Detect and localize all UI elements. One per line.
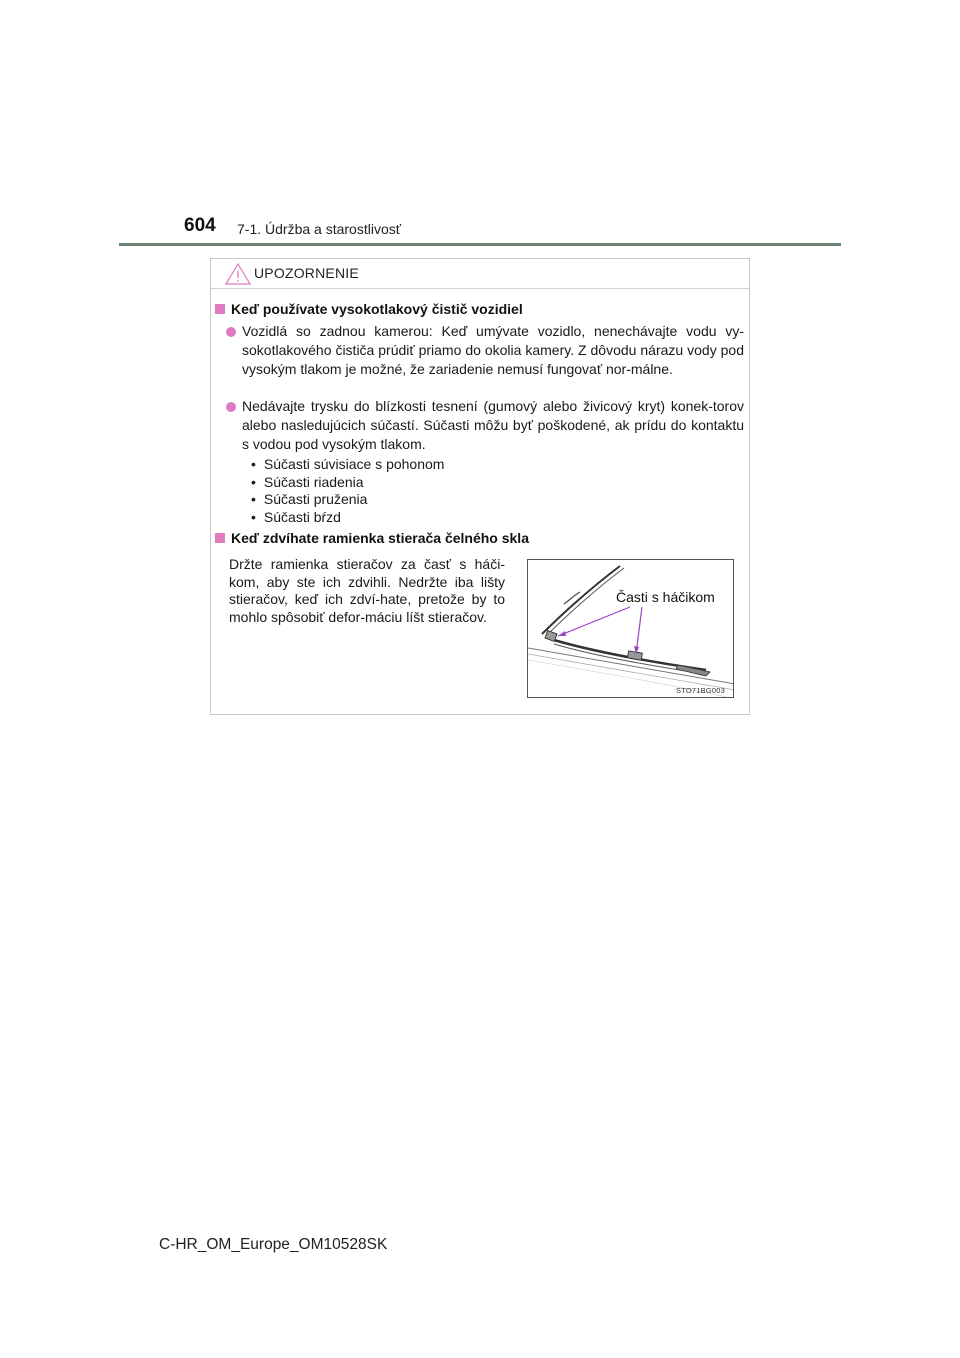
list-item: • Súčasti riadenia — [251, 474, 444, 492]
list-item: • Súčasti súvisiace s pohonom — [251, 456, 444, 474]
section-title: 7-1. Údržba a starostlivosť — [237, 221, 401, 237]
list-item: • Súčasti bŕzd — [251, 509, 444, 527]
circle-bullet-icon — [226, 327, 236, 337]
section-heading-pressure-washer: Keď používate vysokotlakový čistič vozidiel — [215, 301, 523, 317]
warning-title: UPOZORNENIE — [254, 265, 359, 281]
section-heading-wiper-arms: Keď zdvíhate ramienka stierača čelného skla — [215, 530, 529, 546]
warning-box — [210, 258, 750, 715]
footer-document-id: C-HR_OM_Europe_OM10528SK — [159, 1236, 388, 1253]
square-bullet-icon — [215, 304, 225, 314]
wiper-drawing — [528, 560, 734, 698]
warning-content — [211, 259, 751, 716]
wiper-instruction-text: Držte ramienka stieračov za časť s háči-kom, aby ste ich zdvihli. Nedržte iba lišty stieračov, keď ich zdví-hate, pretože by to mohlo spôsobiť defor-máciu líšt stieračov. — [229, 556, 505, 625]
list-item: • Súčasti pruženia — [251, 491, 444, 509]
page-number: 604 — [184, 215, 216, 236]
header-rule — [119, 243, 841, 246]
bullet-nozzle-seals: Nedávajte trysku do blízkosti tesnení (gumový alebo živicový kryt) konek-torov alebo nasledujúcich súčastí. Súčasti môžu byť poškodené, ak prídu do kontaktu s vodou pod vysokým tlakom. — [242, 397, 744, 454]
circle-bullet-icon — [226, 402, 236, 412]
bullet-rear-camera: Vozidlá so zadnou kamerou: Keď umývate vozidlo, nenechávajte vodu vy-sokotlakového čističa prúdiť priamo do okolia kamery. Z dôvodu nárazu vody pod vysokým tlakom je možné, že zariadenie nemusí fungovať nor-málne. — [242, 322, 744, 379]
components-list — [251, 456, 444, 526]
wiper-illustration — [527, 559, 734, 698]
figure-code: STO71BG003 — [676, 686, 725, 695]
callout-label: Časti s háčikom — [616, 589, 715, 605]
square-bullet-icon — [215, 533, 225, 543]
